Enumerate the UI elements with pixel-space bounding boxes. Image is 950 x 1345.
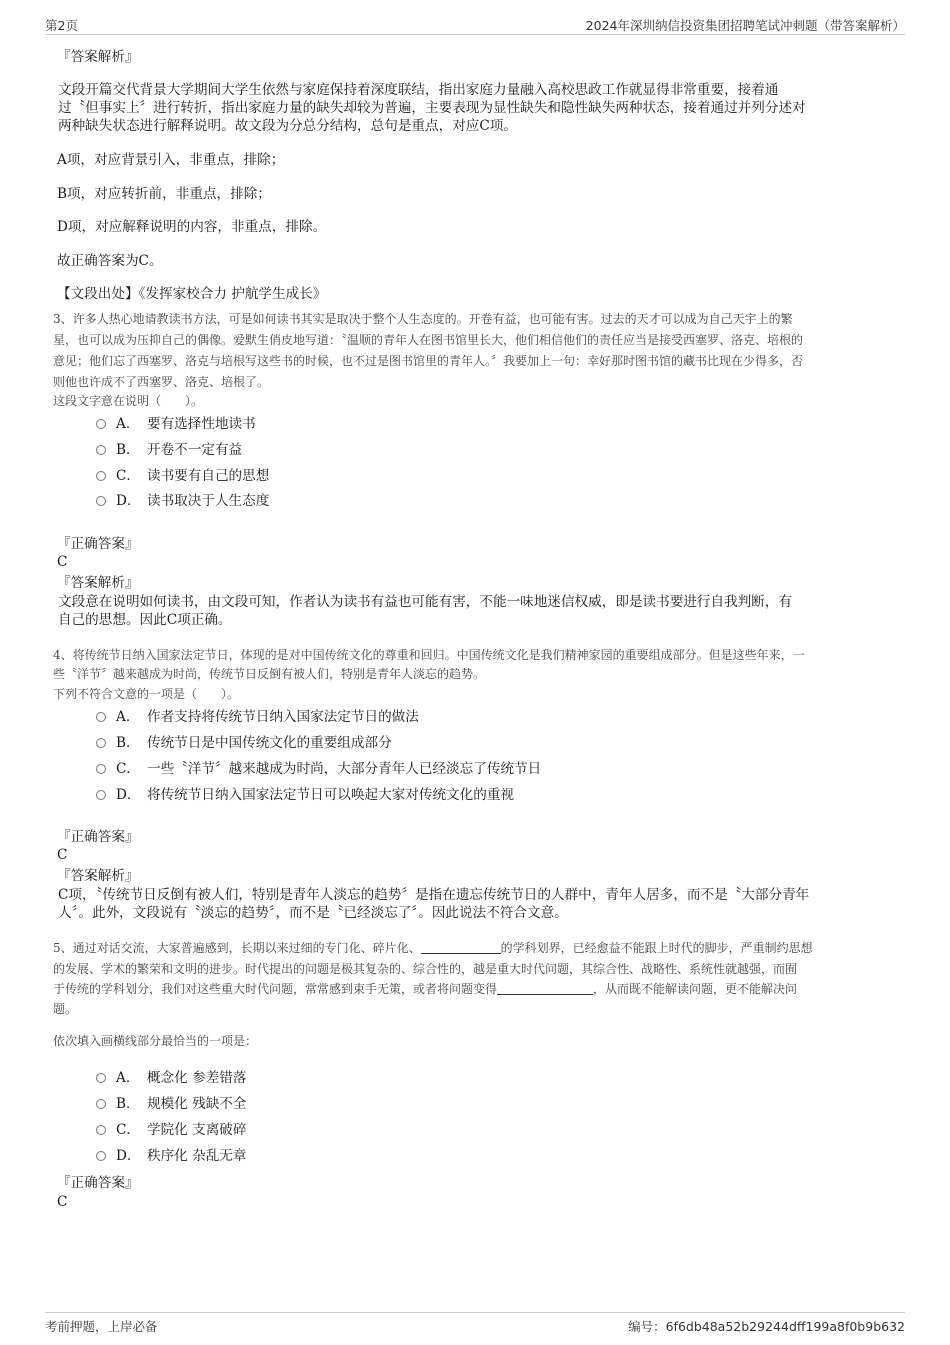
q3-prompt: 这段文字意在说明（ ）。 <box>53 394 204 408</box>
q3-option-d[interactable]: D． 读书取决于人生态度 <box>96 492 269 510</box>
q4-stem-line-2: 些〝洋节〞越来越成为时尚，传统节日反倒有被人们，特别是青年人淡忘的趋势。 <box>53 667 486 681</box>
footer-slogan: 考前押题，上岸必备 <box>45 1319 158 1334</box>
q4-analysis-line-1: C项，〝传统节日反倒有被人们，特别是青年人淡忘的趋势〞是指在遗忘传统节日的人群中，青年人居多，而不是〝大部分青年 <box>58 887 810 903</box>
radio-icon[interactable] <box>96 1073 106 1083</box>
radio-icon[interactable] <box>96 764 106 774</box>
q3-analysis-line-1: 文段意在说明如何读书，由文段可知，作者认为读书有益也可能有害，不能一味地迷信权威，即是读书要进行自我判断，有 <box>58 594 793 610</box>
radio-icon[interactable] <box>96 712 106 722</box>
fill-blank-2 <box>497 982 593 995</box>
q4-option-c[interactable]: C． 一些〝洋节〞越来越成为时尚，大部分青年人已经淡忘了传统节日 <box>96 760 541 778</box>
page-header <box>45 14 905 35</box>
q4-option-a[interactable]: A． 作者支持将传统节日纳入国家法定节日的做法 <box>96 708 419 726</box>
radio-icon[interactable] <box>96 445 106 455</box>
q5-option-d[interactable]: D． 秩序化 杂乱无章 <box>96 1147 246 1165</box>
q2-final-answer: 故正确答案为C。 <box>57 253 163 269</box>
q4-analysis-label: 『答案解析』 <box>57 868 139 884</box>
q3-stem-line-2: 星，也可以成为压抑自己的偶像。爱默生俏皮地写道：〝温顺的青年人在图书馆里长大，他们相信他们的责任应当是接受西塞罗、洛克、培根的 <box>53 333 804 347</box>
q4-answer-label: 『正确答案』 <box>57 829 139 845</box>
q2-analysis-label: 『答案解析』 <box>57 49 139 65</box>
q5-stem-line-1: 5、通过对话交流，大家普遍感到，长期以来过细的专门化、碎片化、 的学科划界，已经愈益不能跟上时代的脚步，严重制约思想 <box>53 941 813 955</box>
q5-answer-label: 『正确答案』 <box>57 1175 139 1191</box>
radio-icon[interactable] <box>96 471 106 481</box>
radio-icon[interactable] <box>96 738 106 748</box>
q4-stem-line-1: 4、将传统节日纳入国家法定节日，体现的是对中国传统文化的尊重和回归。中国传统文化是我们精神家园的重要组成部分。但是这些年来，一 <box>53 648 805 662</box>
q5-prompt: 依次填入画横线部分最恰当的一项是： <box>53 1034 258 1048</box>
q2-analysis-line-3: 两种缺失状态进行解释说明。故文段为分总分结构，总句是重点，对应C项。 <box>58 118 517 134</box>
radio-icon[interactable] <box>96 1125 106 1135</box>
q4-prompt: 下列不符合文意的一项是（ ）。 <box>53 687 240 701</box>
q5-stem-line-3: 于传统的学科划分，我们对这些重大时代问题，常常感到束手无策，或者将问题变得 ，从而既不能解读问题，更不能解决问 <box>53 982 798 996</box>
q4-option-d[interactable]: D． 将传统节日纳入国家法定节日可以唤起大家对传统文化的重视 <box>96 786 514 804</box>
q5-option-a[interactable]: A． 概念化 参差错落 <box>96 1069 246 1087</box>
document-title: 2024年深圳纳信投资集团招聘笔试冲刺题（带答案解析） <box>585 18 905 33</box>
q3-option-a[interactable]: A． 要有选择性地读书 <box>96 415 256 433</box>
page-footer <box>45 1312 905 1337</box>
q3-option-b[interactable]: B． 开卷不一定有益 <box>96 441 242 459</box>
q2-analysis-line-1: 文段开篇交代背景大学期间大学生依然与家庭保持着深度联结，指出家庭力量融入高校思政工作就显得非常重要，接着通 <box>58 82 779 98</box>
radio-icon[interactable] <box>96 496 106 506</box>
radio-icon[interactable] <box>96 790 106 800</box>
q2-note-a: A项，对应背景引入，非重点，排除； <box>57 152 285 168</box>
q2-analysis-line-2: 过〝但事实上〞进行转折，指出家庭力量的缺失却较为普遍，主要表现为显性缺失和隐性缺失两种状态，接着通过并列分述对 <box>58 100 806 116</box>
q5-stem-line-4: 题。 <box>53 1002 78 1016</box>
q5-option-c[interactable]: C． 学院化 支离破碎 <box>96 1121 246 1139</box>
q3-stem-line-4: 则他也许成不了西塞罗、洛克、培根了。 <box>53 375 270 389</box>
fill-blank-1 <box>421 941 501 954</box>
q5-stem-line-2: 的发展、学术的繁荣和文明的进步。时代提出的问题是极其复杂的、综合性的，越是重大时代问题，其综合性、战略性、系统性就越强，而囿 <box>53 962 798 976</box>
q2-note-d: D项，对应解释说明的内容，非重点，排除。 <box>57 219 327 235</box>
radio-icon[interactable] <box>96 1099 106 1109</box>
q3-analysis-label: 『答案解析』 <box>57 575 139 591</box>
q4-analysis-line-2: 人〞。此外，文段说有〝淡忘的趋势〞，而不是〝已经淡忘了〞。因此说法不符合文意。 <box>58 905 568 921</box>
radio-icon[interactable] <box>96 419 106 429</box>
q3-analysis-line-2: 自己的思想。因此C项正确。 <box>58 612 232 628</box>
q4-option-b[interactable]: B． 传统节日是中国传统文化的重要组成部分 <box>96 734 392 752</box>
q2-source: 【文段出处】《发挥家校合力 护航学生成长》 <box>57 286 327 302</box>
q3-option-c[interactable]: C． 读书要有自己的思想 <box>96 467 269 485</box>
q2-note-b: B项，对应转折前，非重点，排除； <box>57 186 271 202</box>
q4-answer: C <box>57 847 68 863</box>
page-number: 第2页 <box>45 18 78 33</box>
q3-stem-line-1: 3、许多人热心地请教读书方法，可是如何读书其实是取决于整个人生态度的。开卷有益，也可能有害。过去的天才可以成为自己天宇上的繁 <box>53 312 793 326</box>
q5-answer: C <box>57 1194 68 1210</box>
q3-stem-line-3: 意见；他们忘了西塞罗、洛克与培根写这些书的时候，也不过是图书馆里的青年人。〞我要加上一句：幸好那时图书馆的藏书比现在少得多，否 <box>53 354 804 368</box>
q3-answer-label: 『正确答案』 <box>57 536 139 552</box>
q3-answer: C <box>57 554 68 570</box>
radio-icon[interactable] <box>96 1151 106 1161</box>
q5-option-b[interactable]: B． 规模化 残缺不全 <box>96 1095 246 1113</box>
footer-serial: 编号：6f6db48a52b29244dff199a8f0b9b632 <box>628 1319 905 1334</box>
